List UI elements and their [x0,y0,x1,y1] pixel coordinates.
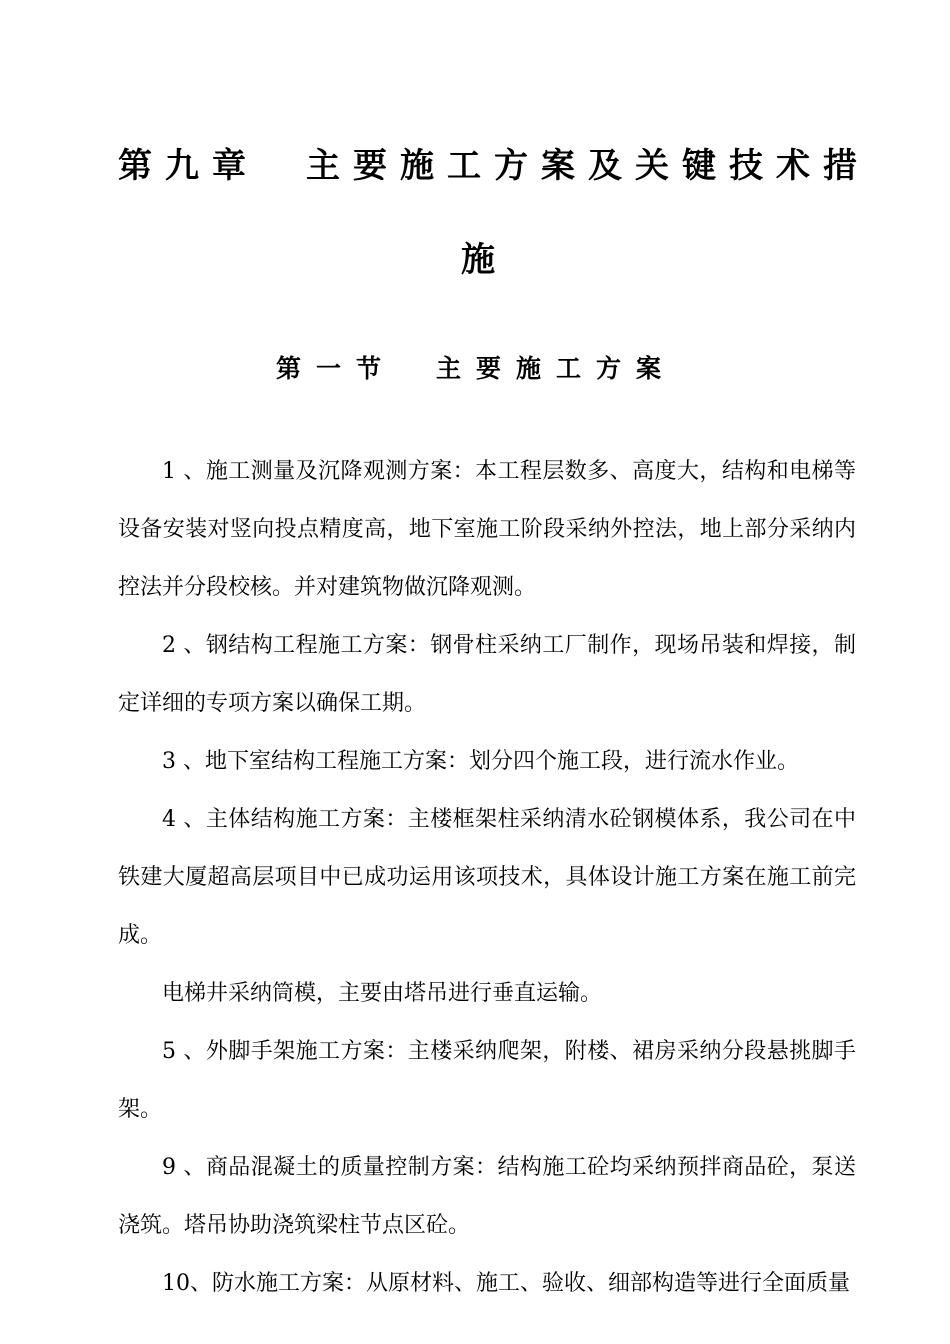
chapter-title-line-2: 施 [461,240,495,280]
paragraph-main-structure-plan: 4 、主体结构施工方案：主楼框架柱采纳清水砼钢模体系，我公司在中铁建大厦超高层项目中已成功运用该项技术，具体设计施工方案在施工前完成。 [118,807,856,948]
paragraph-scaffold-plan: 5 、外脚手架施工方案：主楼采纳爬架，附楼、裙房采纳分段悬挑脚手架。 [118,1039,856,1122]
body-text [118,443,856,1313]
paragraph-elevator-shaft: 电梯井采纳筒模，主要由塔吊进行垂直运输。 [162,981,603,1006]
paragraph-steel-structure-plan: 2 、钢结构工程施工方案：钢骨柱采纳工厂制作，现场吊装和焊接，制定详细的专项方案以确保工期。 [118,633,856,716]
paragraph-basement-structure-plan: 3 、地下室结构工程施工方案：划分四个施工段，进行流水作业。 [162,749,799,774]
chapter-title-line-1: 第九章 主要施工方案及关键技术措 [118,146,870,186]
paragraph-survey-plan: 1 、施工测量及沉降观测方案：本工程层数多、高度大，结构和电梯等设备安装对竖向投点精度高，地下室施工阶段采纳外控法，地上部分采纳内控法并分段校核。并对建筑物做沉降观测。 [118,459,856,600]
paragraph-waterproofing-plan: 10、防水施工方案：从原材料、施工、验收、细部构造等进行全面质量 [162,1271,850,1296]
section-title: 第一节 主要施工方案 [275,354,676,383]
paragraph-concrete-quality-plan: 9 、商品混凝土的质量控制方案：结构施工砼均采纳预拌商品砼，泵送浇筑。塔吊协助浇筑梁柱节点区砼。 [118,1155,856,1238]
